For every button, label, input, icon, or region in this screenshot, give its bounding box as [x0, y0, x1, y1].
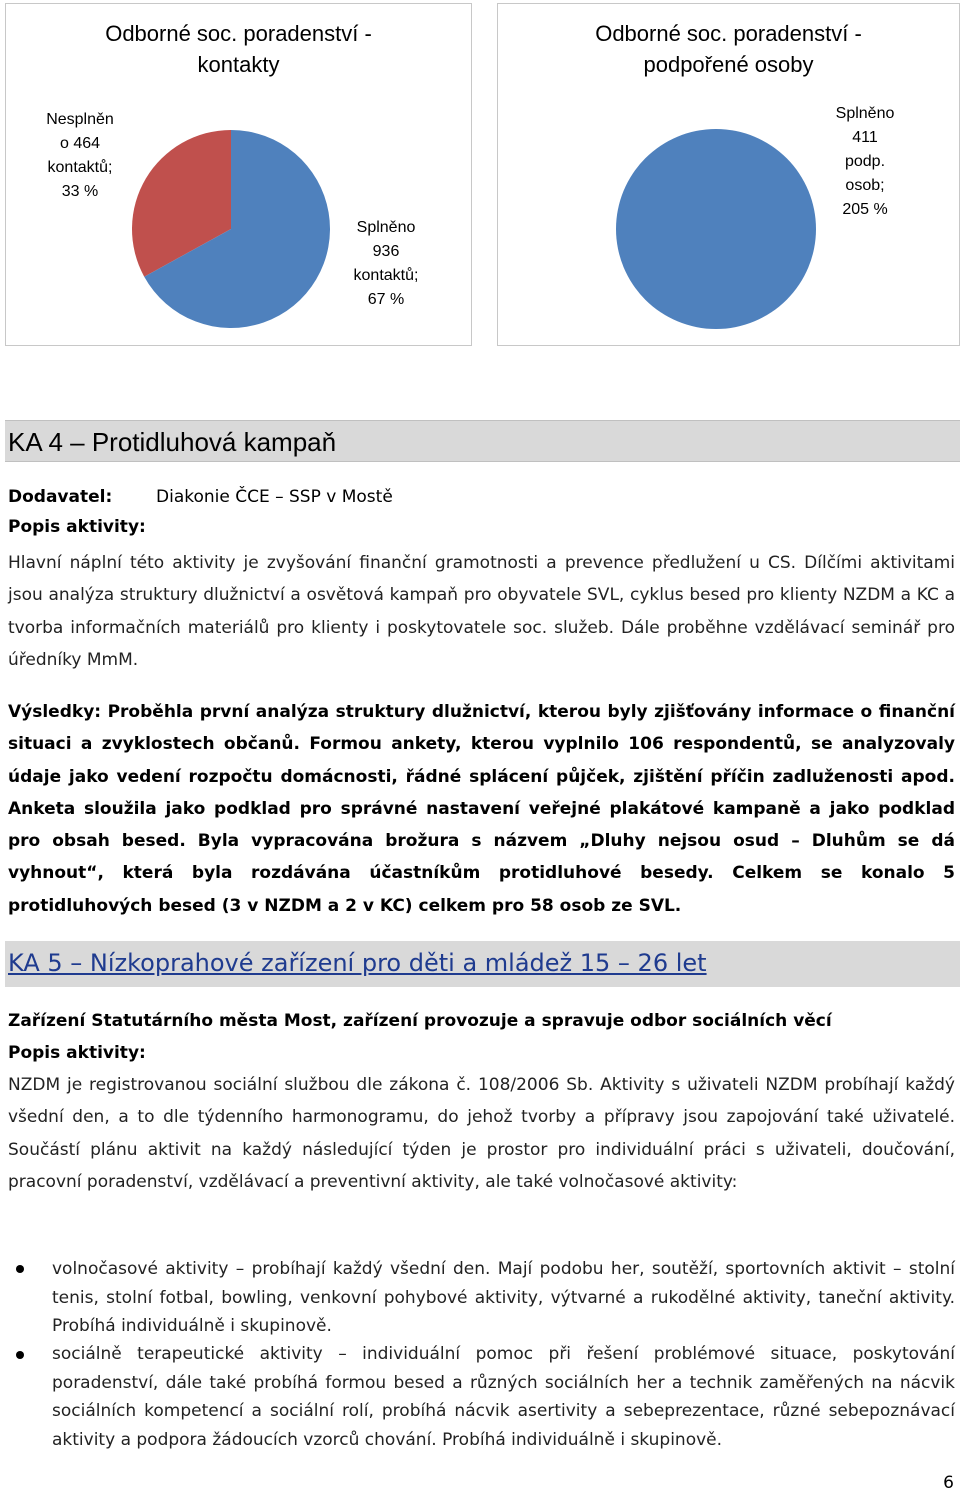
- chart-title: Odborné soc. poradenství - podpořené osoby: [595, 21, 862, 77]
- chart-title: Odborné soc. poradenství - kontakty: [105, 21, 372, 77]
- slice-label-fulfilled: Splněno 411 podp. osob; 205 %: [835, 105, 895, 218]
- ka5-activity-label: Popis aktivity:: [8, 1043, 146, 1063]
- results-text: Proběhla první analýza struktury dlužnictví, kterou byly zjišťovány informace o finanční situaci a zvyklostech občanů. Formou ankety, kterou vyplnilo 106 respondentů, se analyzovaly údaje jako vedení rozpočtu domácnosti, řádné splácení půjček, zjištění příčin zadluženosti apod. Anketa sloužila jako podklad pro správné nastavení veřejné plakátové kampaně a jako podklad pro obsah besed. Byla vypracována brožura s názvem „Dluhy nejsou osud – Dluhům se dá vyhnout“, která byla rozdávána účastníkům protidluhové besedy. Celkem se konalo 5 protidluhových besed (3 v NZDM a 2 v KC) celkem pro 58 osob ze SVL.: [8, 702, 956, 916]
- ka5-heading-bar: [5, 941, 960, 987]
- ka4-heading-bar: [5, 420, 960, 462]
- slice-label-unfulfilled: Nesplněn o 464 kontaktů; 33 %: [46, 111, 114, 200]
- bullet-icon: [16, 1351, 24, 1359]
- ka4-description: Hlavní náplní této aktivity je zvyšování finanční gramotnosti a prevence předlužení u CS. Dílčími aktivitami jsou analýza struktury dlužnictví a osvětová kampaň pro obyvatele SVL, cyklus besed pro klienty NZDM a KC a tvorba informačních materiálů pro klienty i poskytovatele soc. služeb. Dále proběhne vzdělávací seminář pro úředníky MmM.: [8, 553, 955, 670]
- ka5-facility: Zařízení Statutárního města Most, zařízení provozuje a spravuje odbor sociálních věcí: [8, 1011, 832, 1031]
- chart-contacts: [5, 3, 472, 346]
- pie-slice-splněno: [616, 129, 816, 329]
- supplier-value: Diakonie ČCE – SSP v Mostě: [156, 487, 393, 507]
- slice-label-fulfilled: Splněno 936 kontaktů; 67 %: [353, 219, 419, 308]
- ka5-heading: KA 5 – Nízkoprahové zařízení pro děti a mládež 15 – 26 let: [8, 949, 707, 977]
- ka4-results: [8, 696, 955, 922]
- ka5-description: NZDM je registrovanou sociální službou dle zákona č. 108/2006 Sb. Aktivity s uživateli NZDM probíhají každý všední den, a to dle týdenního harmonogramu, do jehož tvorby a přípravy jsou zapojování také uživatelé. Součástí plánu aktivit na každý následující týden je prostor pro individuální práci s uživateli, doučování, pracovní poradenství, vzdělávací a preventivní aktivity, ale také volnočasové aktivity:: [8, 1075, 955, 1192]
- results-label: Výsledky:: [8, 702, 102, 722]
- page-number: 6: [943, 1473, 954, 1493]
- supplier-label: Dodavatel:: [8, 487, 113, 507]
- chart-supported-persons: [497, 3, 960, 346]
- ka4-heading: KA 4 – Protidluhová kampaň: [8, 427, 337, 457]
- bullet-icon: [16, 1265, 24, 1273]
- list-item: sociálně terapeutické aktivity – individuální pomoc při řešení problémové situace, poskytování poradenství, dále také probíhá formou besed a různých sociálních her a technik zaměřených na nácvik sociálních kompetencí a sociální rolí, probíhá nácvik asertivity a sebeprezentace, různé sebepoznávací aktivity a podpora žádoucích vzorců chování. Probíhá individuálně i skupinově.: [52, 1344, 955, 1450]
- ka4-activity-label: Popis aktivity:: [8, 517, 146, 537]
- list-item: volnočasové aktivity – probíhají každý všední den. Mají podobu her, soutěží, sportovních aktivit – stolní tenis, stolní fotbal, bowling, venkovní pohybové aktivity, výtvarné a rukodělné aktivity, taneční aktivity. Probíhá individuálně i skupinově.: [52, 1259, 955, 1337]
